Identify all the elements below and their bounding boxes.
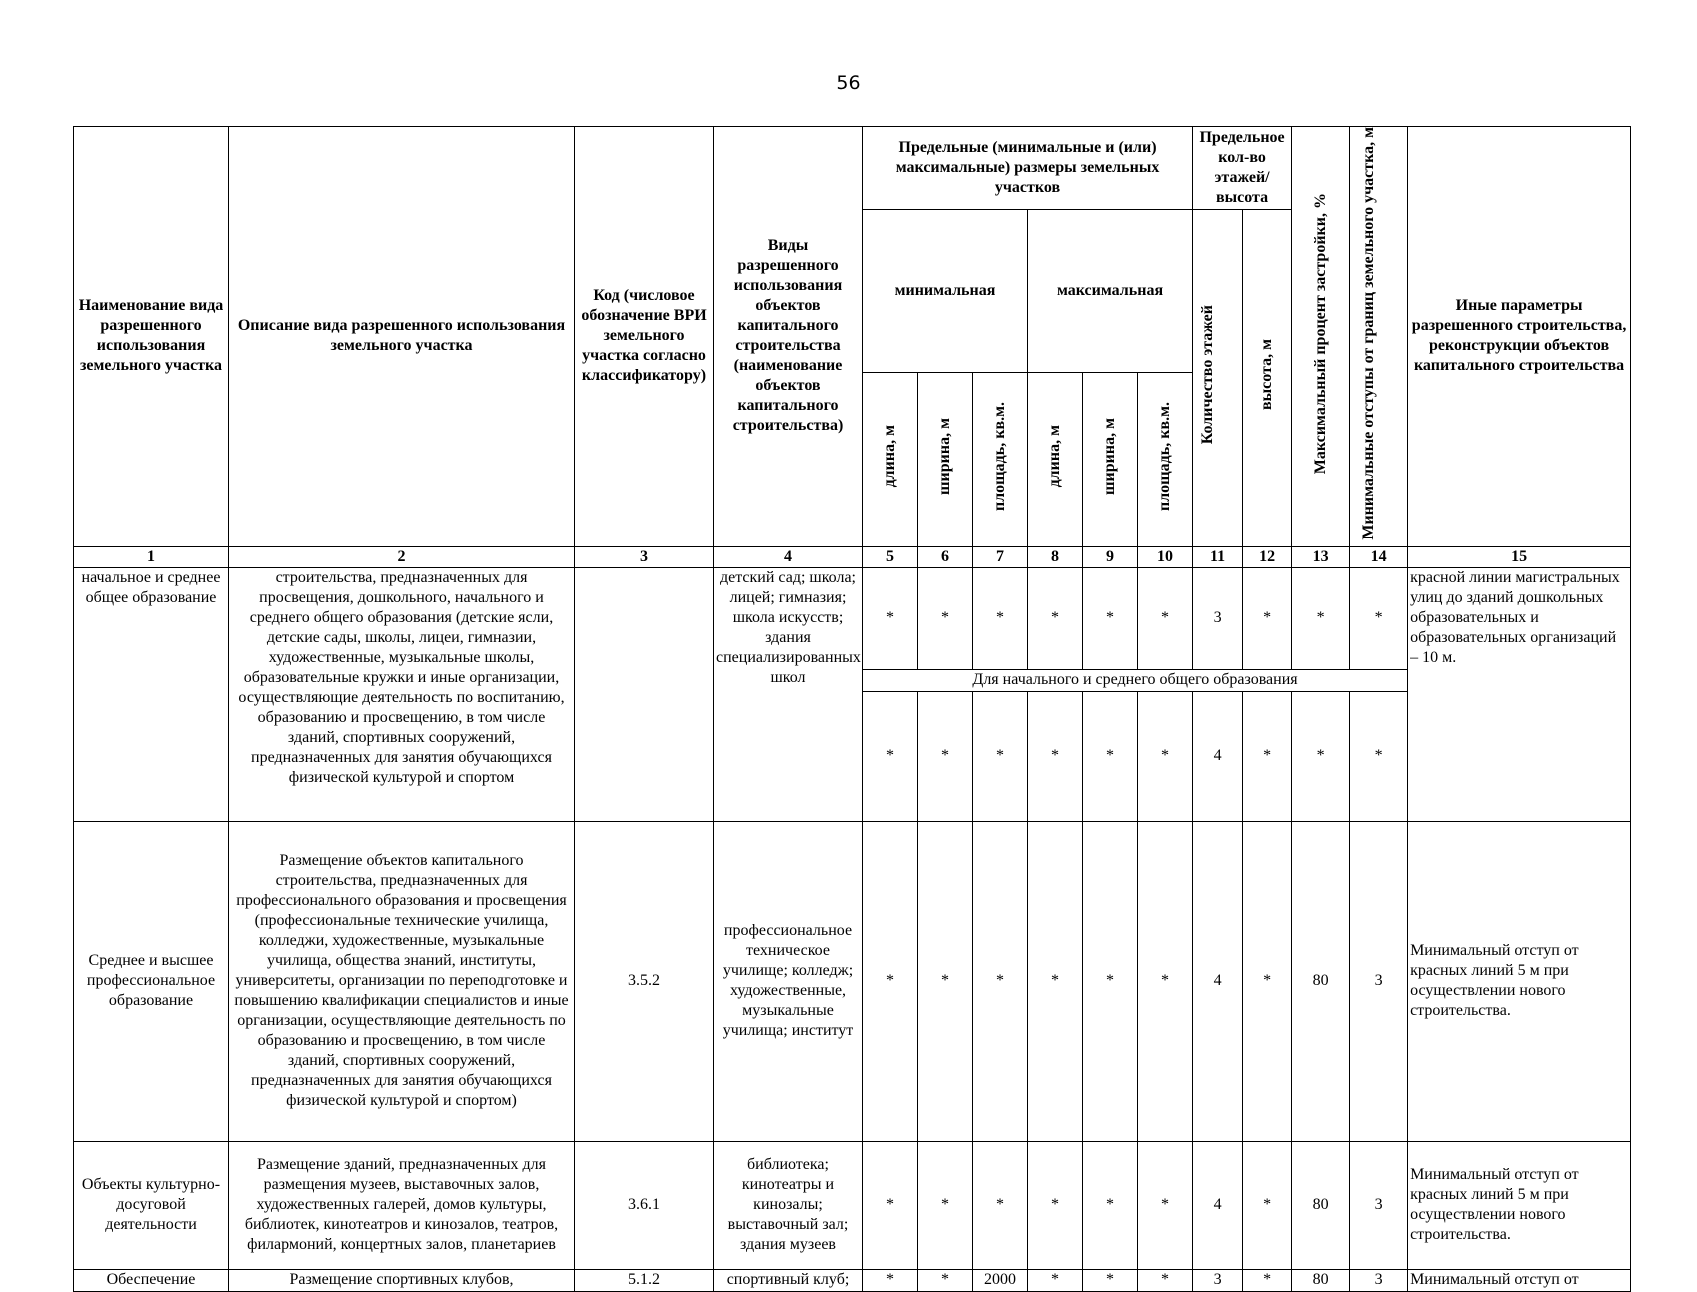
column-number: 15 <box>1408 546 1631 567</box>
header-height: высота, м <box>1243 210 1292 547</box>
value-cell: * <box>1243 1141 1292 1269</box>
value-cell: * <box>1292 567 1350 669</box>
value-cell: * <box>1243 1269 1292 1291</box>
value-cell: * <box>918 1269 973 1291</box>
value-cell: * <box>973 691 1028 821</box>
column-number: 9 <box>1083 546 1138 567</box>
row-description: Размещение спортивных клубов, <box>229 1269 575 1291</box>
column-number: 14 <box>1350 546 1408 567</box>
header-area-min: площадь, кв.м. <box>973 372 1028 546</box>
header-width-min: ширина, м <box>918 372 973 546</box>
row-other-params: Минимальный отступ от красных линий 5 м при осуществлении нового строительства. <box>1408 821 1631 1141</box>
value-cell: * <box>1138 1269 1193 1291</box>
sub-label: Для начального и среднего общего образования <box>863 669 1408 691</box>
table-row <box>74 821 1631 1141</box>
header-plot-sizes: Предельные (минимальные и (или) максимальные) размеры земельных участков <box>863 127 1193 210</box>
table-row <box>74 567 1631 669</box>
value-cell: * <box>1083 1269 1138 1291</box>
table-row <box>74 1269 1631 1291</box>
value-cell: * <box>918 1141 973 1269</box>
row-objects: спортивный клуб; <box>714 1269 863 1291</box>
column-number: 2 <box>229 546 575 567</box>
value-cell: 3 <box>1350 1141 1408 1269</box>
value-cell: * <box>1028 821 1083 1141</box>
column-number: 6 <box>918 546 973 567</box>
value-cell: * <box>1243 821 1292 1141</box>
value-cell: * <box>1083 821 1138 1141</box>
row-description: Размещение объектов капитального строительства, предназначенных для профессионального образования и просвещения (профессиональные технические училища, колледжи, художественные, музыкальные училища, общества знаний, институты, университеты, организации по переподготовке и повышению квалификации специалистов и иные организации, осуществляющие деятельность по образованию и просвещению, в том числе зданий, спортивных сооружений, предназначенных для занятия обучающихся физической культурой и спортом) <box>229 821 575 1141</box>
row-code: 5.1.2 <box>575 1269 714 1291</box>
value-cell: 2000 <box>973 1269 1028 1291</box>
value-cell: * <box>1083 691 1138 821</box>
row-name: Объекты культурно-досуговой деятельности <box>74 1141 229 1269</box>
header-floors: Количество этажей <box>1193 210 1243 547</box>
value-cell: 80 <box>1292 1141 1350 1269</box>
column-numbers-row <box>74 546 1631 567</box>
header-floors-group: Предельное кол-во этажей/ высота <box>1193 127 1292 210</box>
column-number: 4 <box>714 546 863 567</box>
value-cell: 80 <box>1292 821 1350 1141</box>
row-description: строительства, предназначенных для просвещения, дошкольного, начального и среднего общего образования (детские ясли, детские сады, школы, лицеи, гимназии, художественные, музыкальные школы, образовательные кружки и иные организации, осуществляющие деятельность по воспитанию, образованию и просвещению, в том числе зданий, спортивных сооружений, предназначенных для занятия обучающихся физической культурой и спортом <box>229 567 575 821</box>
value-cell: * <box>1138 691 1193 821</box>
value-cell: * <box>1243 691 1292 821</box>
value-cell: * <box>863 691 918 821</box>
value-cell: * <box>973 821 1028 1141</box>
value-cell: 4 <box>1193 1141 1243 1269</box>
value-cell: * <box>1292 691 1350 821</box>
value-cell: * <box>918 567 973 669</box>
header-row-1 <box>74 127 1631 210</box>
header-length-max: длина, м <box>1028 372 1083 546</box>
row-name: Обеспечение <box>74 1269 229 1291</box>
row-other-params: Минимальный отступ от <box>1408 1269 1631 1291</box>
header-code: Код (числовое обозначение ВРИ земельного участка согласно классификатору) <box>575 127 714 547</box>
column-number: 8 <box>1028 546 1083 567</box>
header-width-max: ширина, м <box>1083 372 1138 546</box>
column-number: 10 <box>1138 546 1193 567</box>
header-description: Описание вида разрешенного использования земельного участка <box>229 127 575 547</box>
value-cell: * <box>1028 1141 1083 1269</box>
header-length-min: длина, м <box>863 372 918 546</box>
column-number: 12 <box>1243 546 1292 567</box>
value-cell: 4 <box>1193 691 1243 821</box>
table-row <box>74 1141 1631 1269</box>
value-cell: * <box>918 821 973 1141</box>
row-objects: детский сад; школа; лицей; гимназия; школа искусств; здания специализированных школ <box>714 567 863 821</box>
value-cell: * <box>1243 567 1292 669</box>
column-number: 5 <box>863 546 918 567</box>
value-cell: 3 <box>1193 1269 1243 1291</box>
column-number: 13 <box>1292 546 1350 567</box>
value-cell: * <box>973 567 1028 669</box>
header-objects: Виды разрешенного использования объектов капитального строительства (наименование объектов капитального строительства) <box>714 127 863 547</box>
value-cell: * <box>863 1269 918 1291</box>
value-cell: * <box>1028 691 1083 821</box>
value-cell: * <box>1083 1141 1138 1269</box>
row-description: Размещение зданий, предназначенных для размещения музеев, выставочных залов, художественных галерей, домов культуры, библиотек, кинотеатров и кинозалов, театров, филармоний, концертных залов, планетариев <box>229 1141 575 1269</box>
value-cell: * <box>918 691 973 821</box>
value-cell: * <box>1138 567 1193 669</box>
value-cell: * <box>863 821 918 1141</box>
row-name: начальное и среднее общее образование <box>74 567 229 821</box>
row-other-params: красной линии магистральных улиц до зданий дошкольных образовательных и образовательных организаций – 10 м. <box>1408 567 1631 821</box>
header-min-setback: Минимальные отступы от границ земельного участка, м <box>1350 127 1408 547</box>
value-cell: 3 <box>1350 1269 1408 1291</box>
value-cell: * <box>1028 567 1083 669</box>
row-name: Среднее и высшее профессиональное образование <box>74 821 229 1141</box>
row-code: 3.6.1 <box>575 1141 714 1269</box>
column-number: 1 <box>74 546 229 567</box>
row-objects: профессиональное техническое училище; колледж; художественные, музыкальные училища; институт <box>714 821 863 1141</box>
column-number: 3 <box>575 546 714 567</box>
value-cell: 3 <box>1193 567 1243 669</box>
header-name: Наименование вида разрешенного использования земельного участка <box>74 127 229 547</box>
value-cell: 80 <box>1292 1269 1350 1291</box>
value-cell: * <box>863 1141 918 1269</box>
value-cell: * <box>863 567 918 669</box>
header-build-percent: Максимальный процент застройки, % <box>1292 127 1350 547</box>
value-cell: * <box>1350 691 1408 821</box>
value-cell: * <box>1138 1141 1193 1269</box>
value-cell: * <box>1138 821 1193 1141</box>
row-other-params: Минимальный отступ от красных линий 5 м при осуществлении нового строительства. <box>1408 1141 1631 1269</box>
header-minimal: минимальная <box>863 210 1028 373</box>
row-code <box>575 567 714 821</box>
page-number: 56 <box>836 72 861 94</box>
column-number: 11 <box>1193 546 1243 567</box>
column-number: 7 <box>973 546 1028 567</box>
value-cell: * <box>973 1141 1028 1269</box>
value-cell: * <box>1350 567 1408 669</box>
value-cell: * <box>1028 1269 1083 1291</box>
row-objects: библиотека; кинотеатры и кинозалы; выставочный зал; здания музеев <box>714 1141 863 1269</box>
zoning-table <box>73 126 1631 1292</box>
header-maximal: максимальная <box>1028 210 1193 373</box>
value-cell: 3 <box>1350 821 1408 1141</box>
value-cell: 4 <box>1193 821 1243 1141</box>
header-other-params: Иные параметры разрешенного строительства, реконструкции объектов капитального строительства <box>1408 127 1631 547</box>
value-cell: * <box>1083 567 1138 669</box>
header-area-max: площадь, кв.м. <box>1138 372 1193 546</box>
row-code: 3.5.2 <box>575 821 714 1141</box>
